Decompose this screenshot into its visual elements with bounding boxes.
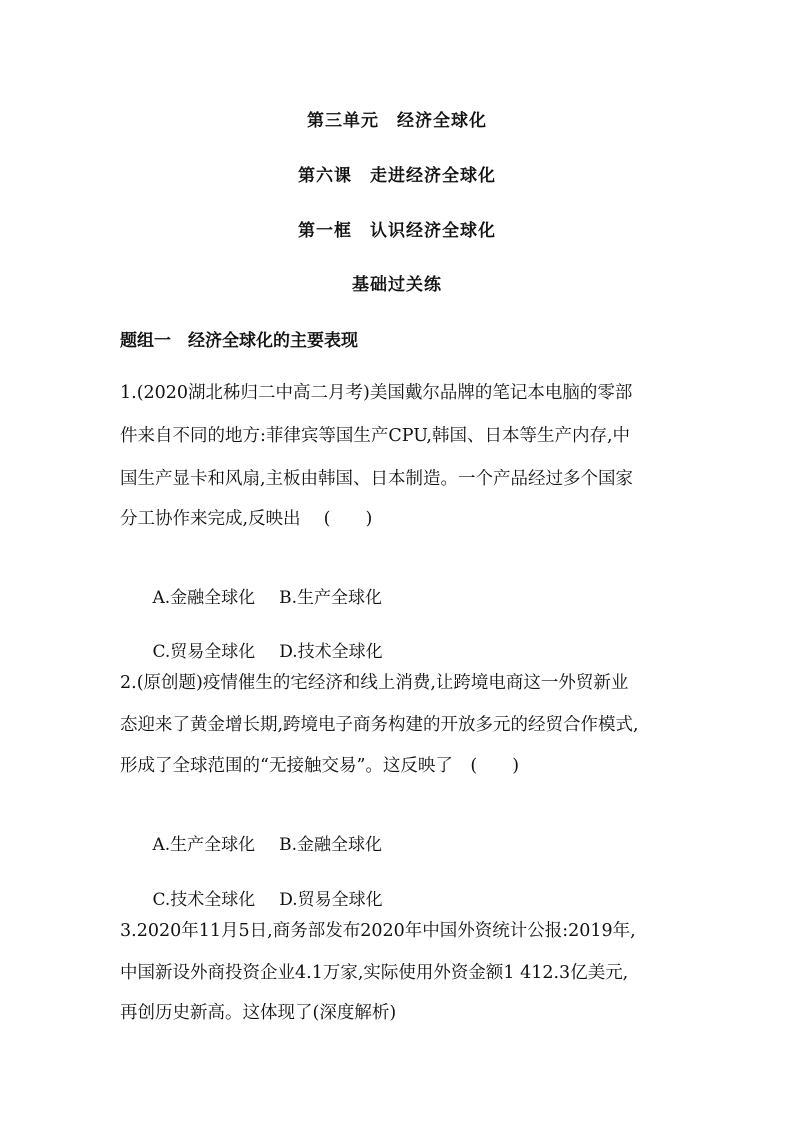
group-heading: 题组一 经济全球化的主要表现	[120, 331, 358, 351]
question-3-line-2: 中国新设外商投资企业4.1万家,实际使用外资金额1 412.3亿美元,	[120, 963, 629, 983]
question-1-line-1: 1.(2020湖北秭归二中高二月考)美国戴尔品牌的笔记本电脑的零部	[120, 383, 633, 403]
option-c: C.技术全球化	[152, 890, 256, 910]
section-title: 基础过关练	[352, 275, 442, 295]
question-2-line-1: 2.(原创题)疫情催生的宅经济和线上消费,让跨境电商这一外贸新业	[120, 673, 629, 693]
option-c: C.贸易全球化	[152, 642, 256, 662]
question-3-line-3: 再创历史新高。这体现了(深度解析)	[120, 1003, 397, 1023]
unit-title: 第三单元 经济全球化	[307, 111, 487, 131]
option-d: D.技术全球化	[279, 642, 383, 662]
question-1-line-2: 件来自不同的地方:菲律宾等国生产CPU,韩国、日本等生产内存,中	[120, 426, 631, 446]
question-1-line-3: 国生产显卡和风扇,主板由韩国、日本制造。一个产品经过多个国家	[120, 469, 634, 489]
question-3-line-1: 3.2020年11月5日,商务部发布2020年中国外资统计公报:2019年,	[120, 921, 636, 941]
frame-title: 第一框 认识经济全球化	[298, 221, 496, 241]
question-1-line-4: 分工协作来完成,反映出 ( )	[120, 509, 373, 529]
option-d: D.贸易全球化	[279, 890, 383, 910]
lesson-title: 第六课 走进经济全球化	[298, 166, 496, 186]
option-b: B.生产全球化	[279, 588, 383, 608]
option-a: A.生产全球化	[152, 835, 256, 855]
question-2-line-3: 形成了全球范围的“无接触交易”。这反映了 ( )	[120, 756, 520, 776]
option-a: A.金融全球化	[152, 588, 256, 608]
question-2-line-2: 态迎来了黄金增长期,跨境电子商务构建的开放多元的经贸合作模式,	[120, 715, 639, 735]
option-b: B.金融全球化	[279, 835, 383, 855]
